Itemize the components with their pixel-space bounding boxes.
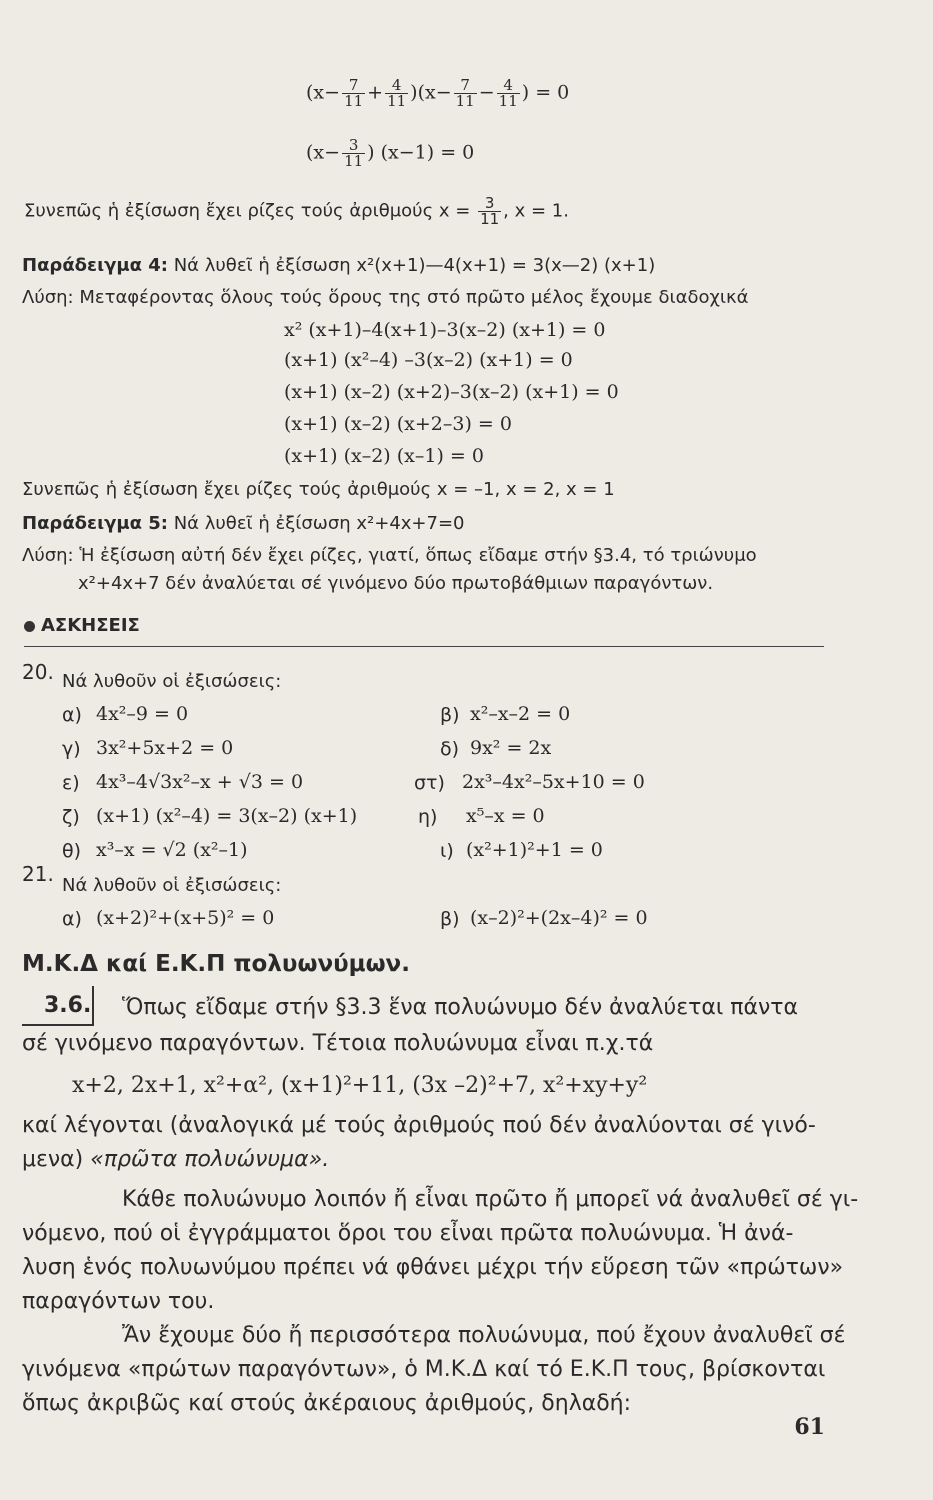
roots-sentence: Συνεπῶς ἡ ἐξίσωση ἔχει ρίζες τούς ἀριθμούς x = $\frac{3}{11}$ , x = 1. [24, 194, 569, 228]
ex20-c: 3x²+5x+2 = 0 [96, 737, 234, 759]
exercises-heading: ΑΣΚΗΣΕΙΣ [24, 614, 140, 638]
example-5-line2: x²+4x+7 δέν ἀναλύεται σέ γινόμενο δύο πρωτοβάθμιων παραγόντων. [78, 573, 714, 594]
section-line-11: γινόμενα «πρώτων παραγόντων», ὁ Μ.Κ.Δ καί τό Ε.Κ.Π τους, βρίσκονται [22, 1357, 826, 1382]
equation-1: (x− $\frac{7}{11}$ + $\frac{4}{11}$ )(x− $\frac{7}{11}$ − $\frac{4}{11}$ ) = 0 [306, 76, 570, 110]
example-5-heading: Παράδειγμα 5: Νά λυθεῖ ἡ ἐξίσωση x²+4x+7=0 [22, 513, 465, 534]
section-line-6: Κάθε πολυώνυμο λοιπόν ἤ εἶναι πρῶτο ἤ μπορεῖ νά ἀναλυθεῖ σέ γι- [122, 1187, 859, 1212]
exercises-divider [24, 646, 824, 647]
exercise-21-number: 21. [22, 862, 54, 886]
bullet-icon [24, 621, 35, 632]
section-line-9: παραγόντων του. [22, 1289, 215, 1314]
ex20-st: 2x³–4x²–5x+10 = 0 [462, 771, 645, 793]
ex20-e: 4x³–4√3x²–x + √3 = 0 [96, 771, 304, 793]
ex20-z: (x+1) (x²–4) = 3(x–2) (x+1) [96, 805, 358, 827]
section-number: 3.6. [44, 993, 92, 1018]
example-4-conclusion: Συνεπῶς ἡ ἐξίσωση ἔχει ρίζες τούς ἀριθμούς x = –1, x = 2, x = 1 [22, 479, 615, 500]
ex20-b: x²–x–2 = 0 [470, 703, 571, 725]
exercise-20-prompt: Νά λυθοῦν οἱ ἐξισώσεις: [62, 671, 282, 692]
section-line-5: μενα) «πρῶτα πολυώνυμα». [22, 1147, 330, 1172]
ex20-h: x⁵–x = 0 [466, 805, 545, 827]
ex20-i: (x²+1)²+1 = 0 [466, 839, 603, 861]
polynomial-examples: x+2, 2x+1, x²+α², (x+1)²+11, (3x –2)²+7, x²+xy+y² [72, 1073, 648, 1098]
ex20-th-label: θ) [62, 840, 82, 862]
example-5-solution: Λύση: Ἡ ἐξίσωση αὐτή δέν ἔχει ρίζες, γιατί, ὅπως εἴδαμε στήν §3.4, τό τριώνυμο [22, 545, 757, 566]
ex21-a-label: α) [62, 908, 82, 930]
ex20-z-label: ζ) [62, 806, 80, 828]
ex20-b-label: β) [440, 704, 460, 726]
ex21-a: (x+2)²+(x+5)² = 0 [96, 907, 275, 929]
ex20-e-label: ε) [62, 772, 80, 794]
section-line-8: λυση ἑνός πολυωνύμου πρέπει νά φθάνει μέχρι τήν εὕρεση τῶν «πρώτων» [22, 1255, 844, 1280]
ex20-st-label: στ) [414, 772, 445, 794]
page-number: 61 [794, 1414, 825, 1440]
section-line-4: καί λέγονται (ἀναλογικά μέ τούς ἀριθμούς πού δέν ἀναλύονται σέ γινό- [22, 1113, 816, 1138]
ex20-a: 4x²–9 = 0 [96, 703, 189, 725]
step-4: (x+1) (x–2) (x+2–3) = 0 [284, 413, 512, 435]
section-line-7: νόμενο, πού οἱ ἐγγράμματοι ὅροι του εἶναι πρῶτα πολυώνυμα. Ἡ ἀνά- [22, 1221, 794, 1246]
step-2: (x+1) (x²–4) –3(x–2) (x+1) = 0 [284, 349, 573, 371]
section-title: Μ.Κ.Δ καί Ε.Κ.Π πολυωνύμων. [22, 951, 410, 977]
step-1: x² (x+1)–4(x+1)–3(x–2) (x+1) = 0 [284, 319, 606, 341]
ex20-th: x³–x = √2 (x²–1) [96, 839, 248, 861]
ex20-h-label: η) [418, 806, 438, 828]
example-4-heading: Παράδειγμα 4: Νά λυθεῖ ἡ ἐξίσωση x²(x+1)—4(x+1) = 3(x—2) (x+1) [22, 255, 656, 276]
ex20-c-label: γ) [62, 738, 81, 760]
step-5: (x+1) (x–2) (x–1) = 0 [284, 445, 484, 467]
ex21-b: (x–2)²+(2x–4)² = 0 [470, 907, 648, 929]
ex21-b-label: β) [440, 908, 460, 930]
step-3: (x+1) (x–2) (x+2)–3(x–2) (x+1) = 0 [284, 381, 619, 403]
exercise-21-prompt: Νά λυθοῦν οἱ ἐξισώσεις: [62, 875, 282, 896]
section-line-10: Ἄν ἔχουμε δύο ἤ περισσότερα πολυώνυμα, πού ἔχουν ἀναλυθεῖ σέ [122, 1323, 846, 1348]
ex20-d: 9x² = 2x [470, 737, 552, 759]
ex20-i-label: ι) [440, 840, 454, 862]
section-line-12: ὅπως ἀκριβῶς καί στούς ἀκέραιους ἀριθμούς, δηλαδή: [22, 1391, 632, 1416]
equation-2: (x− $\frac{3}{11}$ ) (x−1) = 0 [306, 136, 475, 170]
section-line-1: Ὅπως εἴδαμε στήν §3.3 ἕνα πολυώνυμο δέν ἀναλύεται πάντα [122, 995, 799, 1020]
exercise-20-number: 20. [22, 660, 54, 684]
section-line-2: σέ γινόμενο παραγόντων. Τέτοια πολυώνυμα εἶναι π.χ.τά [22, 1031, 654, 1056]
ex20-d-label: δ) [440, 738, 460, 760]
ex20-a-label: α) [62, 704, 82, 726]
example-4-solution: Λύση: Μεταφέροντας ὅλους τούς ὅρους της στό πρῶτο μέλος ἔχουμε διαδοχικά [22, 287, 749, 308]
